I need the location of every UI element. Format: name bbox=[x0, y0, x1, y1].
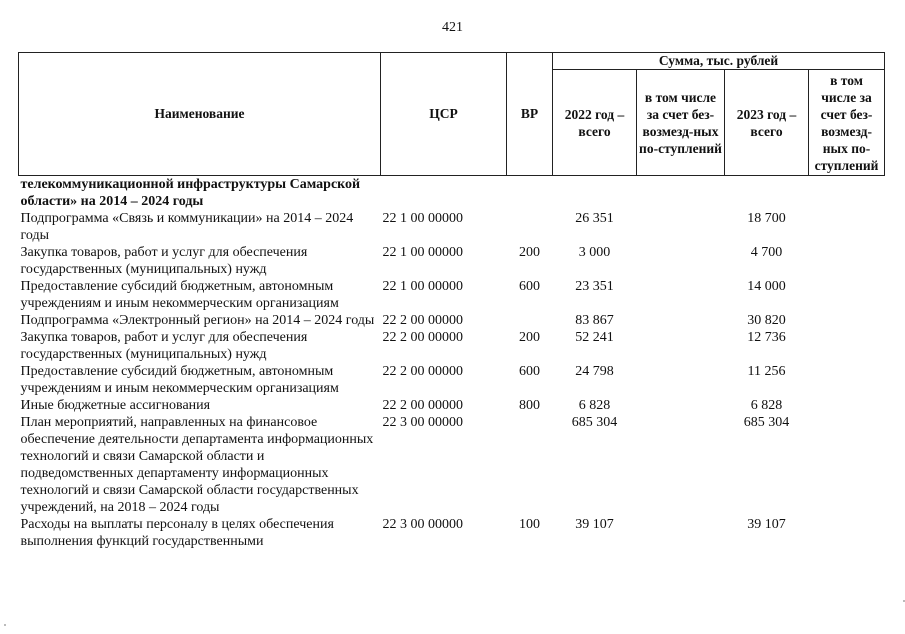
row-vr: 800 bbox=[519, 398, 540, 413]
row-2022-grants bbox=[637, 397, 725, 414]
row-2023-grants bbox=[809, 244, 885, 278]
row-2023-grants bbox=[809, 176, 885, 211]
row-name: телекоммуникационной инфраструктуры Самарской области» на 2014 – 2024 годы bbox=[20, 177, 361, 209]
row-name: Предоставление субсидий бюджетным, автономным учреждениям и иным некоммерческим организациям bbox=[20, 364, 339, 396]
row-vr: 200 bbox=[519, 245, 540, 260]
row-2023-total: 11 256 bbox=[747, 364, 786, 379]
table-row bbox=[19, 176, 885, 211]
row-vr: 600 bbox=[519, 279, 540, 294]
row-2022-grants bbox=[637, 210, 725, 244]
scan-speck bbox=[4, 624, 6, 626]
row-2022-total: 23 351 bbox=[575, 279, 614, 294]
row-2023-total: 14 000 bbox=[747, 279, 786, 294]
table-header bbox=[19, 53, 885, 176]
row-2022-total: 39 107 bbox=[575, 517, 614, 532]
row-2022-total: 685 304 bbox=[571, 415, 618, 430]
header-csr: ЦСР bbox=[381, 53, 507, 176]
table-row bbox=[19, 363, 885, 397]
row-csr: 22 3 00 00000 bbox=[382, 517, 463, 532]
table-row bbox=[19, 516, 885, 550]
row-name: Иные бюджетные ассигнования bbox=[20, 398, 211, 413]
row-2022-grants bbox=[637, 312, 725, 329]
row-csr: 22 2 00 00000 bbox=[382, 313, 463, 328]
row-2022-total: 6 828 bbox=[578, 398, 611, 413]
row-2023-grants bbox=[809, 278, 885, 312]
header-2023-total: 2023 год – всего bbox=[725, 70, 809, 176]
row-2023-grants bbox=[809, 363, 885, 397]
row-2022-grants bbox=[637, 278, 725, 312]
header-sum-group: Сумма, тыс. рублей bbox=[553, 53, 885, 70]
row-vr bbox=[507, 210, 553, 244]
row-vr bbox=[507, 176, 553, 211]
row-name: Подпрограмма «Связь и коммуникации» на 2014 – 2024 годы bbox=[20, 211, 354, 243]
row-name: Подпрограмма «Электронный регион» на 2014 – 2024 годы bbox=[20, 313, 375, 328]
table-row bbox=[19, 244, 885, 278]
table-body bbox=[19, 176, 885, 551]
row-2023-total: 6 828 bbox=[750, 398, 783, 413]
row-2023-total: 39 107 bbox=[747, 517, 786, 532]
row-csr: 22 1 00 00000 bbox=[382, 245, 463, 260]
row-2023-grants bbox=[809, 414, 885, 516]
row-csr bbox=[381, 176, 507, 211]
table-row bbox=[19, 414, 885, 516]
row-csr: 22 2 00 00000 bbox=[382, 398, 463, 413]
budget-table bbox=[18, 52, 885, 550]
row-2022-grants bbox=[637, 516, 725, 550]
row-2022-total bbox=[553, 176, 637, 211]
row-name: Закупка товаров, работ и услуг для обеспечения государственных (муниципальных) нужд bbox=[20, 330, 308, 362]
row-2023-total: 685 304 bbox=[743, 415, 790, 430]
row-2022-grants bbox=[637, 414, 725, 516]
table-row bbox=[19, 210, 885, 244]
row-2022-total: 3 000 bbox=[578, 245, 611, 260]
row-csr: 22 1 00 00000 bbox=[382, 279, 463, 294]
row-2023-grants bbox=[809, 210, 885, 244]
row-2023-total: 18 700 bbox=[747, 211, 786, 226]
header-2023-grants: в том числе за счет без-возмезд-ных по-ступлений bbox=[809, 70, 885, 176]
row-2023-total: 30 820 bbox=[747, 313, 786, 328]
row-2023-grants bbox=[809, 312, 885, 329]
row-vr bbox=[507, 312, 553, 329]
header-2022-total: 2022 год – всего bbox=[553, 70, 637, 176]
row-2023-grants bbox=[809, 329, 885, 363]
row-2022-total: 24 798 bbox=[575, 364, 614, 379]
row-csr: 22 1 00 00000 bbox=[382, 211, 463, 226]
row-2023-grants bbox=[809, 397, 885, 414]
row-2022-total: 83 867 bbox=[575, 313, 614, 328]
row-2022-grants bbox=[637, 363, 725, 397]
row-name: Расходы на выплаты персоналу в целях обеспечения выполнения функций государственными bbox=[20, 517, 334, 549]
row-2022-total: 26 351 bbox=[575, 211, 614, 226]
header-name: Наименование bbox=[19, 53, 381, 176]
page-number: 421 bbox=[442, 20, 463, 35]
row-2022-grants bbox=[637, 244, 725, 278]
row-2022-grants bbox=[637, 176, 725, 211]
header-2022-grants: в том числе за счет без-возмезд-ных по-ступлений bbox=[637, 70, 725, 176]
row-name: План мероприятий, направленных на финансовое обеспечение деятельности департамента информационных технологий и связи Самарской области и подведомственных департаменту информационных технологий и связи Самарской области государственных учреждений, на 2018 – 2024 годы bbox=[20, 415, 374, 515]
row-2023-total: 12 736 bbox=[747, 330, 786, 345]
row-csr: 22 2 00 00000 bbox=[382, 364, 463, 379]
row-2023-total: 4 700 bbox=[750, 245, 783, 260]
row-2023-grants bbox=[809, 516, 885, 550]
table-row bbox=[19, 312, 885, 329]
table-row bbox=[19, 278, 885, 312]
row-csr: 22 2 00 00000 bbox=[382, 330, 463, 345]
row-name: Закупка товаров, работ и услуг для обеспечения государственных (муниципальных) нужд bbox=[20, 245, 308, 277]
row-vr: 200 bbox=[519, 330, 540, 345]
row-vr: 100 bbox=[519, 517, 540, 532]
table-row bbox=[19, 329, 885, 363]
row-name: Предоставление субсидий бюджетным, автономным учреждениям и иным некоммерческим организациям bbox=[20, 279, 339, 311]
row-2022-grants bbox=[637, 329, 725, 363]
row-vr bbox=[507, 414, 553, 516]
row-csr: 22 3 00 00000 bbox=[382, 415, 463, 430]
row-vr: 600 bbox=[519, 364, 540, 379]
row-2022-total: 52 241 bbox=[575, 330, 614, 345]
row-2023-total bbox=[725, 176, 809, 211]
header-vr: ВР bbox=[507, 53, 553, 176]
table-row bbox=[19, 397, 885, 414]
